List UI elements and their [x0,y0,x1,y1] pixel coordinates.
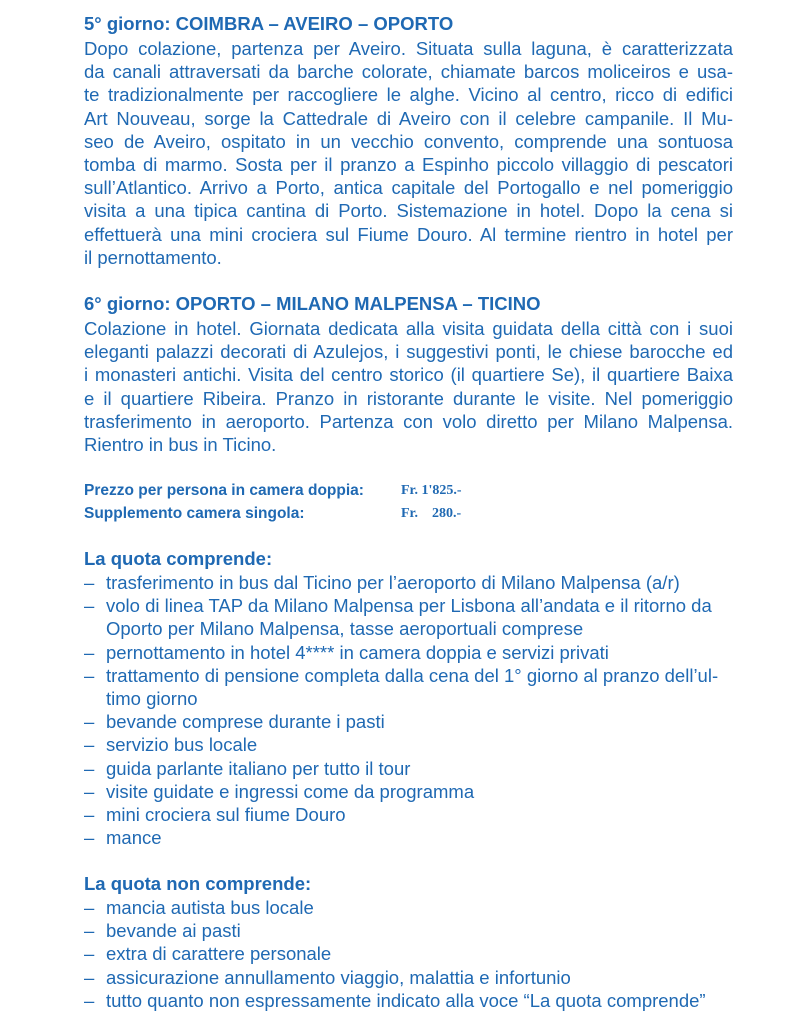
list-item: – trattamento di pensione completa dalla cena del 1° giorno al pranzo dell’ul- timo giorno [84,664,719,710]
paragraph-line: Art Nouveau, sorge la Cattedrale di Aveiro con il celebre campanile. Il Mu- [84,107,733,129]
paragraph-line: trasferimento in aeroporto. Partenza con volo diretto per Milano Malpensa. [84,410,733,432]
list-item: – extra di carattere personale [84,943,332,965]
list-item: – volo di linea TAP da Milano Malpensa per Lisbona all’andata e il ritorno da Oporto per Milano Malpensa, tasse aeroportuali comprese [84,595,712,640]
list-item: – mini crociera sul fiume Douro [84,804,346,826]
price-double-value: Fr. 1'825.- [401,483,462,498]
price-single-label: Supplemento camera singola: [84,505,305,522]
list-item: – tutto quanto non espressamente indicato alla voce “La quota comprende” [84,989,706,1011]
paragraph-line: effettuerà una mini crociera sul Fiume Douro. Al termine rientro in hotel per [84,223,733,245]
paragraph-line: e il quartiere Ribeira. Pranzo in ristorante durante le visite. Nel pomeriggio [84,387,733,409]
includes-title: La quota comprende: [84,548,273,569]
day6-paragraph [84,317,733,456]
list-item: – guida parlante italiano per tutto il tour [84,757,411,779]
price-single-value: Fr. 280.- [401,506,462,521]
paragraph-line: Dopo colazione, partenza per Aveiro. Situata sulla laguna, è caratterizzata [84,38,733,59]
paragraph-line: il pernottamento. [84,246,222,268]
paragraph-line: da canali attraversati da barche colorate, chiamate barcos moliceiros e usa- [84,61,733,83]
list-item: – assicurazione annullamento viaggio, malattia e infortunio [84,966,571,988]
paragraph-line: seo de Aveiro, ospitato in un vecchio convento, comprende una sontuosa [84,130,733,152]
list-item: – pernottamento in hotel 4**** in camera doppia e servizi privati [84,641,609,663]
list-item: – mance [84,827,162,849]
day6-title: 6° giorno: OPORTO – MILANO MALPENSA – TICINO [84,293,541,314]
list-item: – visite guidate e ingressi come da programma [84,780,475,802]
day5-title: 5° giorno: COIMBRA – AVEIRO – OPORTO [84,13,454,34]
paragraph-line: eleganti palazzi decorati di Azulejos, i suggestivi ponti, le chiese barocche ed [84,341,733,363]
includes-list [84,571,744,849]
day5-paragraph [84,37,733,269]
list-item: – trasferimento in bus dal Ticino per l’aeroporto di Milano Malpensa (a/r) [84,572,680,593]
list-item: – bevande ai pasti [84,920,241,942]
excludes-title: La quota non comprende: [84,873,312,894]
price-double-label: Prezzo per persona in camera doppia: [84,482,364,499]
paragraph-line: te tradizionalmente per raccogliere le alghe. Vicino al centro, ricco di edifici [84,84,733,106]
list-item: – bevande comprese durante i pasti [84,711,385,733]
paragraph-line: Rientro in bus in Ticino. [84,434,277,456]
paragraph-line: i monasteri antichi. Visita del centro storico (il quartiere Se), il quartiere Baixa [84,364,733,386]
list-item: – mancia autista bus locale [84,897,314,918]
list-item: – servizio bus locale [84,734,258,756]
paragraph-line: visita a una tipica cantina di Porto. Sistemazione in hotel. Dopo la cena si [84,200,733,222]
paragraph-line: Colazione in hotel. Giornata dedicata alla visita guidata della città con i suoi [84,318,733,339]
paragraph-line: sull’Atlantico. Arrivo a Porto, antica capitale del Portogallo e nel pomeriggio [84,177,733,199]
excludes-list [84,896,754,1012]
paragraph-line: tomba di marmo. Sosta per il pranzo a Espinho piccolo villaggio di pescatori [84,154,733,176]
